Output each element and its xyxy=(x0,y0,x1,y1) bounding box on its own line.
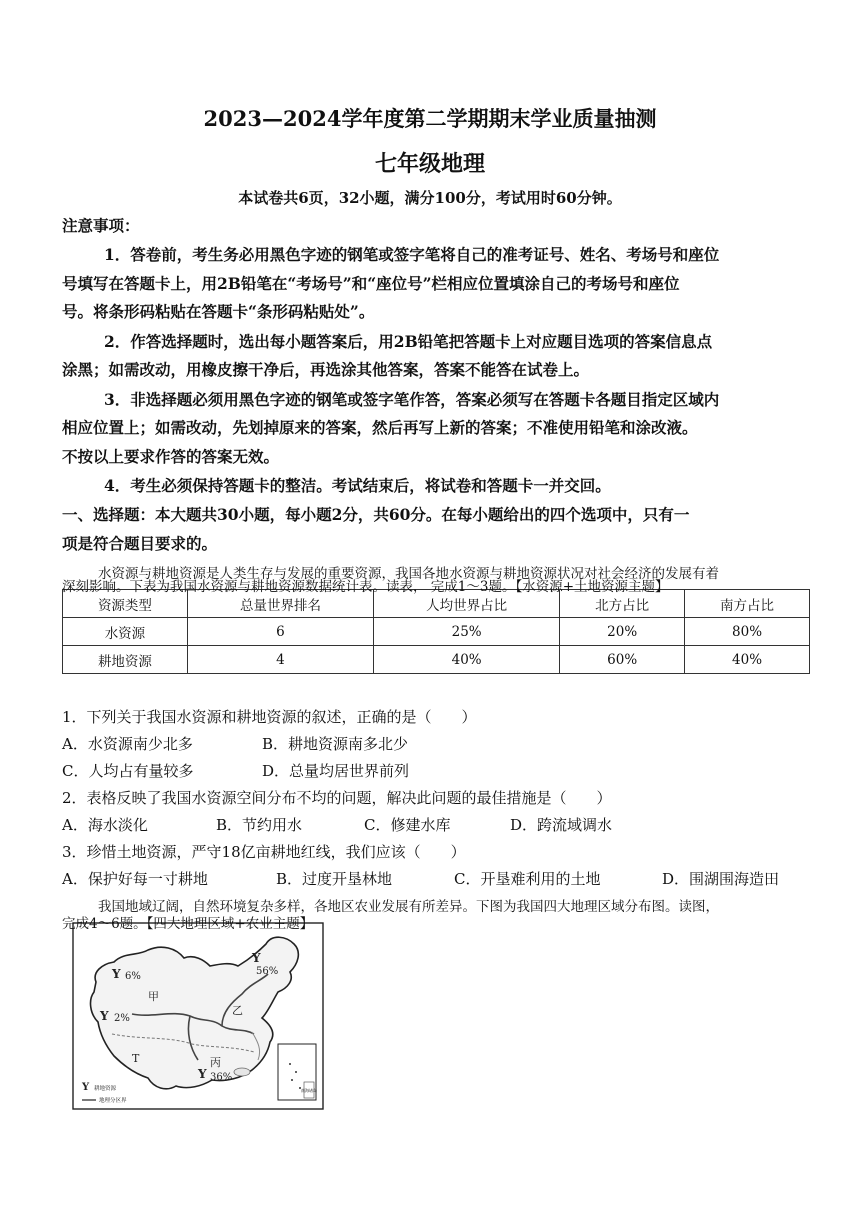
table-cell: 4 xyxy=(187,646,373,674)
question-2-option-a[interactable]: A．海水淡化 xyxy=(62,816,148,834)
question-1-stem: 1．下列关于我国水资源和耕地资源的叙述，正确的是（ ） xyxy=(62,708,477,726)
table-cell: 80% xyxy=(685,618,810,646)
note-line: 号填写在答题卡上，用2B铅笔在“考场号”和“座位号”栏相应位置填涂自己的考场号和座位 xyxy=(62,274,680,293)
legend-farmland-icon: Y xyxy=(82,1082,90,1093)
note-line: 3．非选择题必须用黑色字迹的钢笔或签字笔作答，答案必须写在答题卡各题目指定区域内 xyxy=(104,390,720,409)
question-1-option-c[interactable]: C．人均占有量较多 xyxy=(62,762,194,780)
farmland-icon: Y xyxy=(252,951,261,965)
question-3-option-c[interactable]: C．开垦难利用的土地 xyxy=(454,870,601,888)
note-line: 4．考生必须保持答题卡的整洁。考试结束后，将试卷和答题卡一并交回。 xyxy=(104,476,611,495)
exam-title: 2023—2024学年度第二学期期末学业质量抽测 xyxy=(203,106,657,131)
region-label-yi: 乙 xyxy=(232,1004,243,1017)
table-cell: 60% xyxy=(560,646,685,674)
exam-info: 本试卷共6页，32小题，满分100分，考试用时60分钟。 xyxy=(238,189,622,207)
section-heading: 一、选择题：本大题共30小题，每小题2分，共60分。在每小题给出的四个选项中，只有一 xyxy=(62,505,690,524)
resource-table xyxy=(62,589,810,674)
question-3-option-a[interactable]: A．保护好每一寸耕地 xyxy=(62,870,208,888)
material-text-cont: 深刻影响。下表为我国水资源与耕地资源数据统计表。读表， 完成1～3题。【水资源+土地资源主题】 xyxy=(62,579,669,595)
table-header-cell: 南方占比 xyxy=(685,590,810,618)
note-line: 号。将条形码粘贴在答题卡“条形码粘贴处”。 xyxy=(62,302,375,321)
table-cell: 水资源 xyxy=(63,618,188,646)
table-cell: 6 xyxy=(187,618,373,646)
material-text: 我国地域辽阔，自然环境复杂多样，各地区农业发展有所差异。下图为我国四大地理区域分布图。读图， xyxy=(98,899,719,915)
region-label-jia: 甲 xyxy=(148,990,159,1003)
percent-south: 36% xyxy=(210,1072,233,1083)
question-2-option-c[interactable]: C．修建水库 xyxy=(364,816,451,834)
table-header-cell: 总量世界排名 xyxy=(187,590,373,618)
notes-heading: 注意事项： xyxy=(62,216,140,235)
question-1-option-a[interactable]: A．水资源南少北多 xyxy=(62,735,193,753)
section-heading-cont: 项是符合题目要求的。 xyxy=(62,534,218,553)
farmland-icon: Y xyxy=(112,967,121,981)
legend-farmland-label: 耕地资源 xyxy=(94,1086,117,1092)
question-2-option-b[interactable]: B．节约用水 xyxy=(216,816,303,834)
material-text-cont: 完成4～6题。【四大地理区域+农业主题】 xyxy=(62,916,314,932)
note-line: 不按以上要求作答的答案无效。 xyxy=(62,447,280,466)
note-line: 相应位置上；如需改动，先划掉原来的答案，然后再写上新的答案；不准使用铅笔和涂改液。 xyxy=(62,418,698,437)
percent-ne: 56% xyxy=(256,966,279,977)
percent-nw: 6% xyxy=(125,971,141,982)
table-cell: 40% xyxy=(374,646,560,674)
table-header-cell: 资源类型 xyxy=(63,590,188,618)
region-label-bing: 丙 xyxy=(210,1056,221,1069)
legend-boundary-label: 地理分区界 xyxy=(99,1098,127,1104)
exam-subtitle: 七年级地理 xyxy=(374,151,485,177)
table-header-cell: 北方占比 xyxy=(560,590,685,618)
question-3-option-d[interactable]: D．围湖围海造田 xyxy=(662,870,780,888)
note-line: 涂黑；如需改动，用橡皮擦干净后，再选涂其他答案，答案不能答在试卷上。 xyxy=(62,360,590,379)
table-cell: 耕地资源 xyxy=(63,646,188,674)
question-2-option-d[interactable]: D．跨流域调水 xyxy=(510,816,613,834)
percent-tibet: 2% xyxy=(114,1013,130,1024)
table-cell: 25% xyxy=(374,618,560,646)
question-2-stem: 2．表格反映了我国水资源空间分布不均的问题，解决此问题的最佳措施是（ ） xyxy=(62,789,612,807)
question-1-option-d[interactable]: D．总量均居世界前列 xyxy=(262,762,410,780)
question-3-option-b[interactable]: B．过度开垦林地 xyxy=(276,870,393,888)
note-line: 1．答卷前，考生务必用黑色字迹的钢笔或签字笔将自己的准考证号、姓名、考场号和座位 xyxy=(104,245,720,264)
table-row xyxy=(63,618,810,646)
farmland-icon: Y xyxy=(198,1067,207,1081)
inset-label: 南海诸岛 xyxy=(301,1088,317,1093)
table-header-cell: 人均世界占比 xyxy=(374,590,560,618)
region-label-ding: T xyxy=(132,1052,140,1065)
question-3-stem: 3．珍惜土地资源，严守18亿亩耕地红线，我们应该（ ） xyxy=(62,843,466,861)
table-cell: 40% xyxy=(685,646,810,674)
material-text: 水资源与耕地资源是人类生存与发展的重要资源，我国各地水资源与耕地资源状况对社会经济的发展有着 xyxy=(98,566,719,582)
table-cell: 20% xyxy=(560,618,685,646)
table-row xyxy=(63,646,810,674)
farmland-icon: Y xyxy=(100,1009,109,1023)
note-line: 2．作答选择题时，选出每小题答案后，用2B铅笔把答题卡上对应题目选项的答案信息点 xyxy=(104,332,713,351)
china-regions-map xyxy=(72,922,324,1110)
question-1-option-b[interactable]: B．耕地资源南多北少 xyxy=(262,735,409,753)
